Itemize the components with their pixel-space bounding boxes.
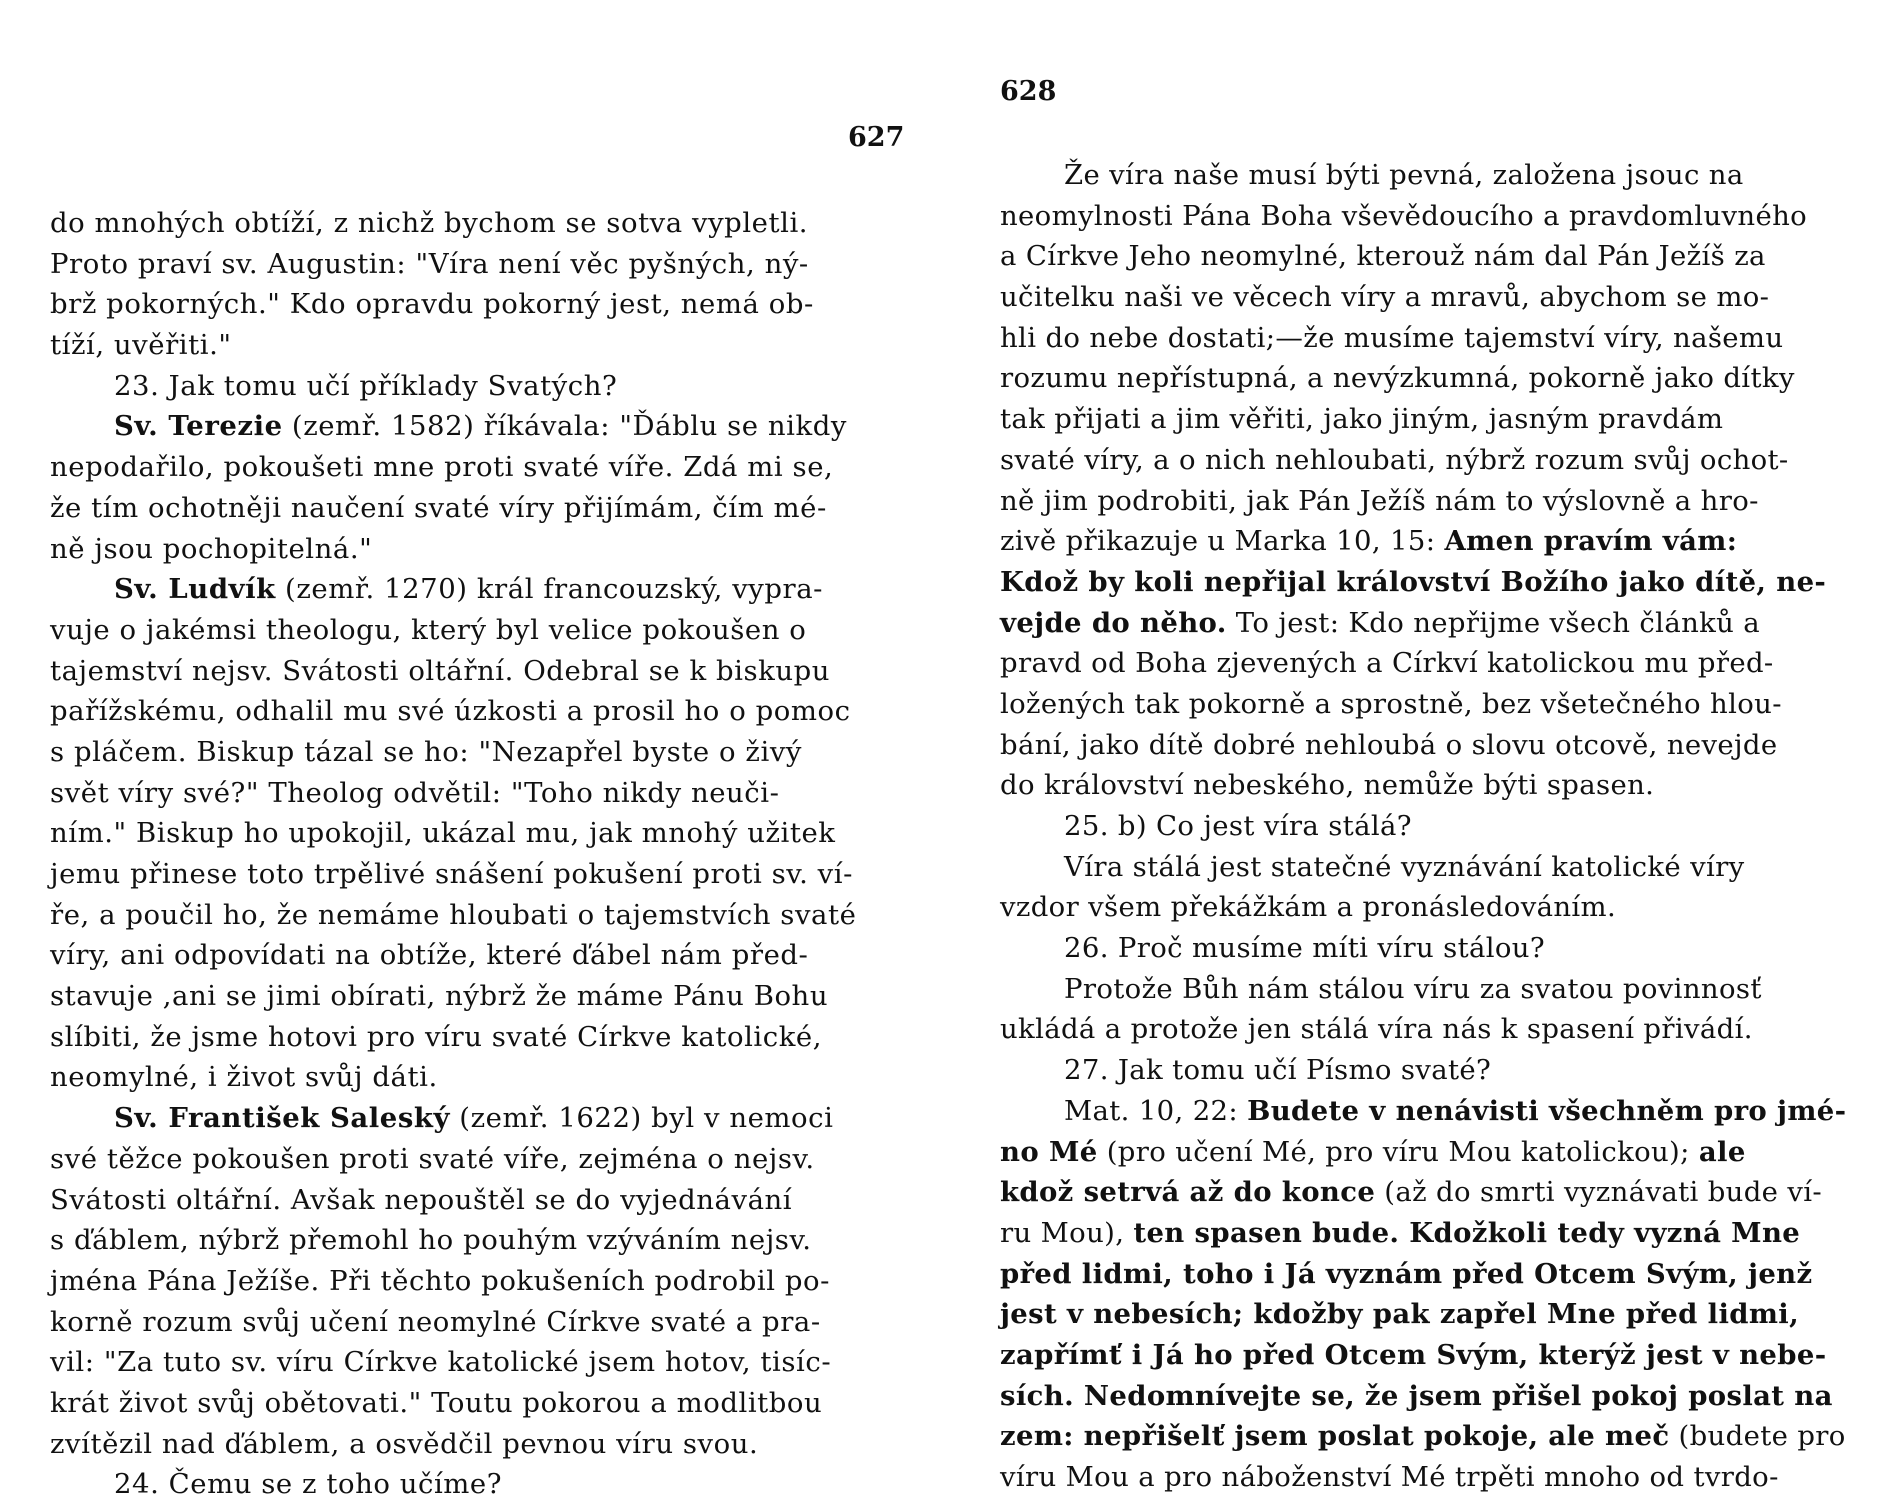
bold-text: ale: [1698, 1135, 1746, 1168]
text-line: [1000, 399, 1850, 440]
text-line: [1000, 440, 1850, 481]
text-segment: hli do nebe dostati;—že musíme tajemství víry, našemu: [1000, 321, 1784, 354]
page-number: 627: [848, 122, 905, 153]
text-line: [50, 610, 900, 651]
text-segment: zvítězil nad ďáblem, a osvědčil pevnou víru svou.: [50, 1427, 759, 1460]
text-line: [50, 976, 900, 1017]
text-segment: s pláčem. Biskup tázal se ho: "Nezapřel byste o živý: [50, 735, 802, 768]
text-line: [1000, 481, 1850, 522]
text-line: [1000, 1132, 1850, 1173]
text-line: [50, 488, 900, 529]
text-line: [1000, 1009, 1850, 1050]
text-segment: 27. Jak tomu učí Písmo svaté?: [1064, 1054, 1492, 1087]
text-segment: tíží, uvěřiti.": [50, 329, 232, 362]
text-line: [50, 1383, 900, 1424]
bold-text: Sv. Ludvík: [114, 573, 276, 606]
text-line: [50, 284, 900, 325]
left-page-text: [50, 203, 900, 1505]
bold-text: jest v nebesích; kdožby pak zapřel Mne před lidmi,: [1000, 1298, 1799, 1331]
bold-text: před lidmi, toho i Já vyznám před Otcem Svým, jenž: [1000, 1257, 1813, 1290]
text-segment: 23. Jak tomu učí příklady Svatých?: [114, 369, 618, 402]
text-segment: 25. b) Co jest víra stálá?: [1064, 810, 1412, 842]
text-segment: že tím ochotněji naučení svaté víry přijímám, čím mé-: [50, 491, 827, 524]
text-line: [1000, 603, 1850, 644]
text-line: [50, 854, 900, 895]
text-segment: 24. Čemu se z toho učíme?: [114, 1468, 503, 1501]
text-segment: neomylnosti Pána Boha vševědoucího a pravdomluvného: [1000, 199, 1808, 232]
page-number: 628: [1000, 76, 1057, 107]
text-segment: (zemř. 1270) král francouzský, vypra-: [275, 573, 824, 606]
text-line: [50, 244, 900, 285]
text-line: [1000, 1213, 1850, 1254]
text-segment: a Církve Jeho neomylné, kterouž nám dal Pán Ježíš za: [1000, 240, 1766, 273]
text-segment: nepodařilo, pokoušeti mne proti svaté víře. Zdá mi se,: [50, 451, 834, 484]
text-line: [50, 569, 900, 610]
text-line: [50, 773, 900, 814]
text-segment: zivě přikazuje u Marka 10, 15:: [1000, 525, 1445, 558]
bold-text: zem: nepřišelť jsem poslat pokoje, ale meč: [1000, 1420, 1670, 1453]
text-segment: do království nebeského, nemůže býti spasen.: [1000, 769, 1655, 802]
text-line: [50, 1464, 900, 1505]
text-segment: ně jim podrobiti, jak Pán Ježíš nám to výslovně a hro-: [1000, 484, 1759, 517]
bold-text: Budete v nenávisti všechněm pro jmé-: [1247, 1094, 1847, 1127]
text-segment: tak přijati a jim věřiti, jako jiným, jasným pravdám: [1000, 403, 1724, 436]
text-line: [1000, 765, 1850, 806]
text-segment: (až do smrti vyznávati bude ví-: [1375, 1176, 1823, 1209]
text-segment: (budete pro: [1669, 1420, 1846, 1453]
text-segment: korně rozum svůj učení neomylné Církve svaté a pra-: [50, 1305, 821, 1338]
text-segment: rozumu nepřístupná, a nevýzkumná, pokorně jako dítky: [1000, 362, 1795, 395]
text-line: [50, 1302, 900, 1343]
text-segment: víry, ani odpovídati na obtíže, které ďábel nám před-: [50, 939, 809, 972]
text-segment: svět víry své?" Theolog odvětil: "Toho nikdy neuči-: [50, 776, 780, 809]
text-line: [1000, 969, 1850, 1010]
bold-text: vejde do něho.: [1000, 606, 1227, 639]
text-segment: To jest: Kdo nepřijme všech článků a: [1226, 606, 1761, 639]
bold-text: sích. Nedomnívejte se, že jsem přišel pokoj poslat na: [1000, 1379, 1833, 1412]
text-line: [1000, 1457, 1850, 1498]
text-segment: ním." Biskup ho upokojil, ukázal mu, jak mnohý užitek: [50, 817, 836, 850]
text-line: [1000, 806, 1850, 847]
text-segment: (zemř. 1622) byl v nemoci: [450, 1102, 834, 1135]
text-line: [50, 406, 900, 447]
text-segment: ložených tak pokorně a sprostně, bez všetečného hlou-: [1000, 687, 1782, 720]
text-segment: tajemství nejsv. Svátosti oltářní. Odebral se k biskupu: [50, 654, 831, 687]
text-line: [50, 651, 900, 692]
right-page-text: [1000, 155, 1850, 1498]
text-line: [50, 691, 900, 732]
text-segment: své těžce pokoušen proti svaté víře, zejména o nejsv.: [50, 1142, 815, 1175]
text-line: [50, 325, 900, 366]
text-line: [50, 1342, 900, 1383]
text-line: [1000, 562, 1850, 603]
text-segment: ukládá a protože jen stálá víra nás k spasení přivádí.: [1000, 1013, 1753, 1046]
left-page: [50, 0, 905, 1501]
text-line: [1000, 1376, 1850, 1417]
text-segment: ru Mou),: [1000, 1216, 1134, 1249]
text-line: [1000, 196, 1850, 237]
bold-text: kdož setrvá až do konce: [1000, 1176, 1376, 1209]
text-segment: neomylné, i život svůj dáti.: [50, 1061, 438, 1094]
text-segment: krát život svůj obětovati." Toutu pokorou a modlitbou: [50, 1386, 823, 1419]
text-segment: slíbiti, že jsme hotovi pro víru svaté Církve katolické,: [50, 1020, 823, 1053]
text-segment: jména Pána Ježíše. Při těchto pokušeních podrobil po-: [50, 1264, 830, 1297]
text-segment: bání, jako dítě dobré nehloubá o slovu otcově, nevejde: [1000, 728, 1778, 761]
text-line: [1000, 277, 1850, 318]
text-line: [50, 895, 900, 936]
bold-text: ten spasen bude. Kdožkoli tedy vyzná Mne: [1133, 1216, 1801, 1249]
text-segment: Že víra naše musí býti pevná, založena jsouc na: [1064, 159, 1744, 191]
text-line: [50, 1057, 900, 1098]
text-line: [1000, 643, 1850, 684]
text-segment: brž pokorných." Kdo opravdu pokorný jest, nemá ob-: [50, 288, 814, 321]
text-line: [1000, 1416, 1850, 1457]
text-segment: do mnohých obtíží, z nichž bychom se sotva vypletli.: [50, 207, 809, 239]
text-line: [50, 366, 900, 407]
bold-text: Sv. František Saleský: [114, 1102, 451, 1135]
text-segment: jemu přinese toto trpělivé snášení pokušení proti sv. ví-: [50, 858, 853, 890]
text-segment: pravd od Boha zjevených a Církví katolickou mu před-: [1000, 647, 1774, 680]
bold-text: zapřímť i Já ho před Otcem Svým, kterýž jest v nebe-: [1000, 1338, 1827, 1371]
text-line: [1000, 725, 1850, 766]
bold-text: Amen pravím vám:: [1444, 525, 1738, 558]
text-line: [50, 732, 900, 773]
text-line: [1000, 358, 1850, 399]
text-segment: svaté víry, a o nich nehloubati, nýbrž rozum svůj ochot-: [1000, 443, 1789, 476]
text-line: [50, 1139, 900, 1180]
text-line: [50, 529, 900, 570]
text-segment: stavuje ,ani se jimi obírati, nýbrž že máme Pánu Bohu: [50, 980, 829, 1013]
text-line: [50, 1424, 900, 1465]
text-segment: ře, a poučil ho, že nemáme hloubati o tajemstvích svaté: [50, 898, 857, 931]
text-line: [1000, 236, 1850, 277]
text-line: [1000, 521, 1850, 562]
text-line: [1000, 684, 1850, 725]
text-line: [50, 203, 900, 244]
text-segment: Svátosti oltářní. Avšak nepouštěl se do vyjednávání: [50, 1183, 793, 1216]
text-line: [1000, 1254, 1850, 1295]
text-segment: Víra stálá jest statečné vyznávání katolické víry: [1064, 850, 1745, 883]
text-segment: pařížskému, odhalil mu své úzkosti a prosil ho o pomoc: [50, 695, 851, 728]
text-line: [50, 1180, 900, 1221]
text-line: [50, 1017, 900, 1058]
text-line: [1000, 318, 1850, 359]
text-line: [50, 1261, 900, 1302]
text-line: [1000, 847, 1850, 888]
bold-text: no Mé: [1000, 1135, 1098, 1168]
text-segment: učitelku naši ve věcech víry a mravů, abychom se mo-: [1000, 281, 1770, 314]
text-segment: (pro učení Mé, pro víru Mou katolickou);: [1097, 1135, 1699, 1168]
text-segment: Proto praví sv. Augustin: "Víra není věc pyšných, ný-: [50, 247, 809, 280]
text-segment: Mat. 10, 22:: [1064, 1094, 1248, 1127]
bold-text: Kdož by koli nepřijal království Božího jako dítě, ne-: [1000, 565, 1827, 598]
text-line: [1000, 1050, 1850, 1091]
text-line: [50, 1098, 900, 1139]
right-page: [1000, 0, 1850, 1500]
text-segment: Protože Bůh nám stálou víru za svatou povinnosť: [1064, 972, 1762, 1005]
text-line: [50, 813, 900, 854]
text-line: [50, 1220, 900, 1261]
text-line: [1000, 1172, 1850, 1213]
text-line: [50, 935, 900, 976]
text-line: [1000, 887, 1850, 928]
text-line: [50, 447, 900, 488]
text-segment: vil: "Za tuto sv. víru Církve katolické jsem hotov, tisíc-: [50, 1346, 832, 1379]
text-segment: vuje o jakémsi theologu, který byl velice pokoušen o: [50, 613, 807, 646]
text-line: [1000, 928, 1850, 969]
text-segment: 26. Proč musíme míti víru stálou?: [1064, 932, 1545, 965]
text-line: [1000, 155, 1850, 196]
text-segment: (zemř. 1582) říkávala: "Ďáblu se nikdy: [282, 410, 847, 443]
text-segment: ně jsou pochopitelná.": [50, 532, 373, 565]
text-line: [1000, 1335, 1850, 1376]
bold-text: Sv. Terezie: [114, 410, 283, 443]
text-segment: víru Mou a pro náboženství Mé trpěti mnoho od tvrdo-: [1000, 1461, 1779, 1493]
text-segment: s ďáblem, nýbrž přemohl ho pouhým vzýváním nejsv.: [50, 1224, 812, 1257]
text-segment: vzdor všem překážkám a pronásledováním.: [1000, 891, 1617, 924]
text-line: [1000, 1091, 1850, 1132]
text-line: [1000, 1294, 1850, 1335]
